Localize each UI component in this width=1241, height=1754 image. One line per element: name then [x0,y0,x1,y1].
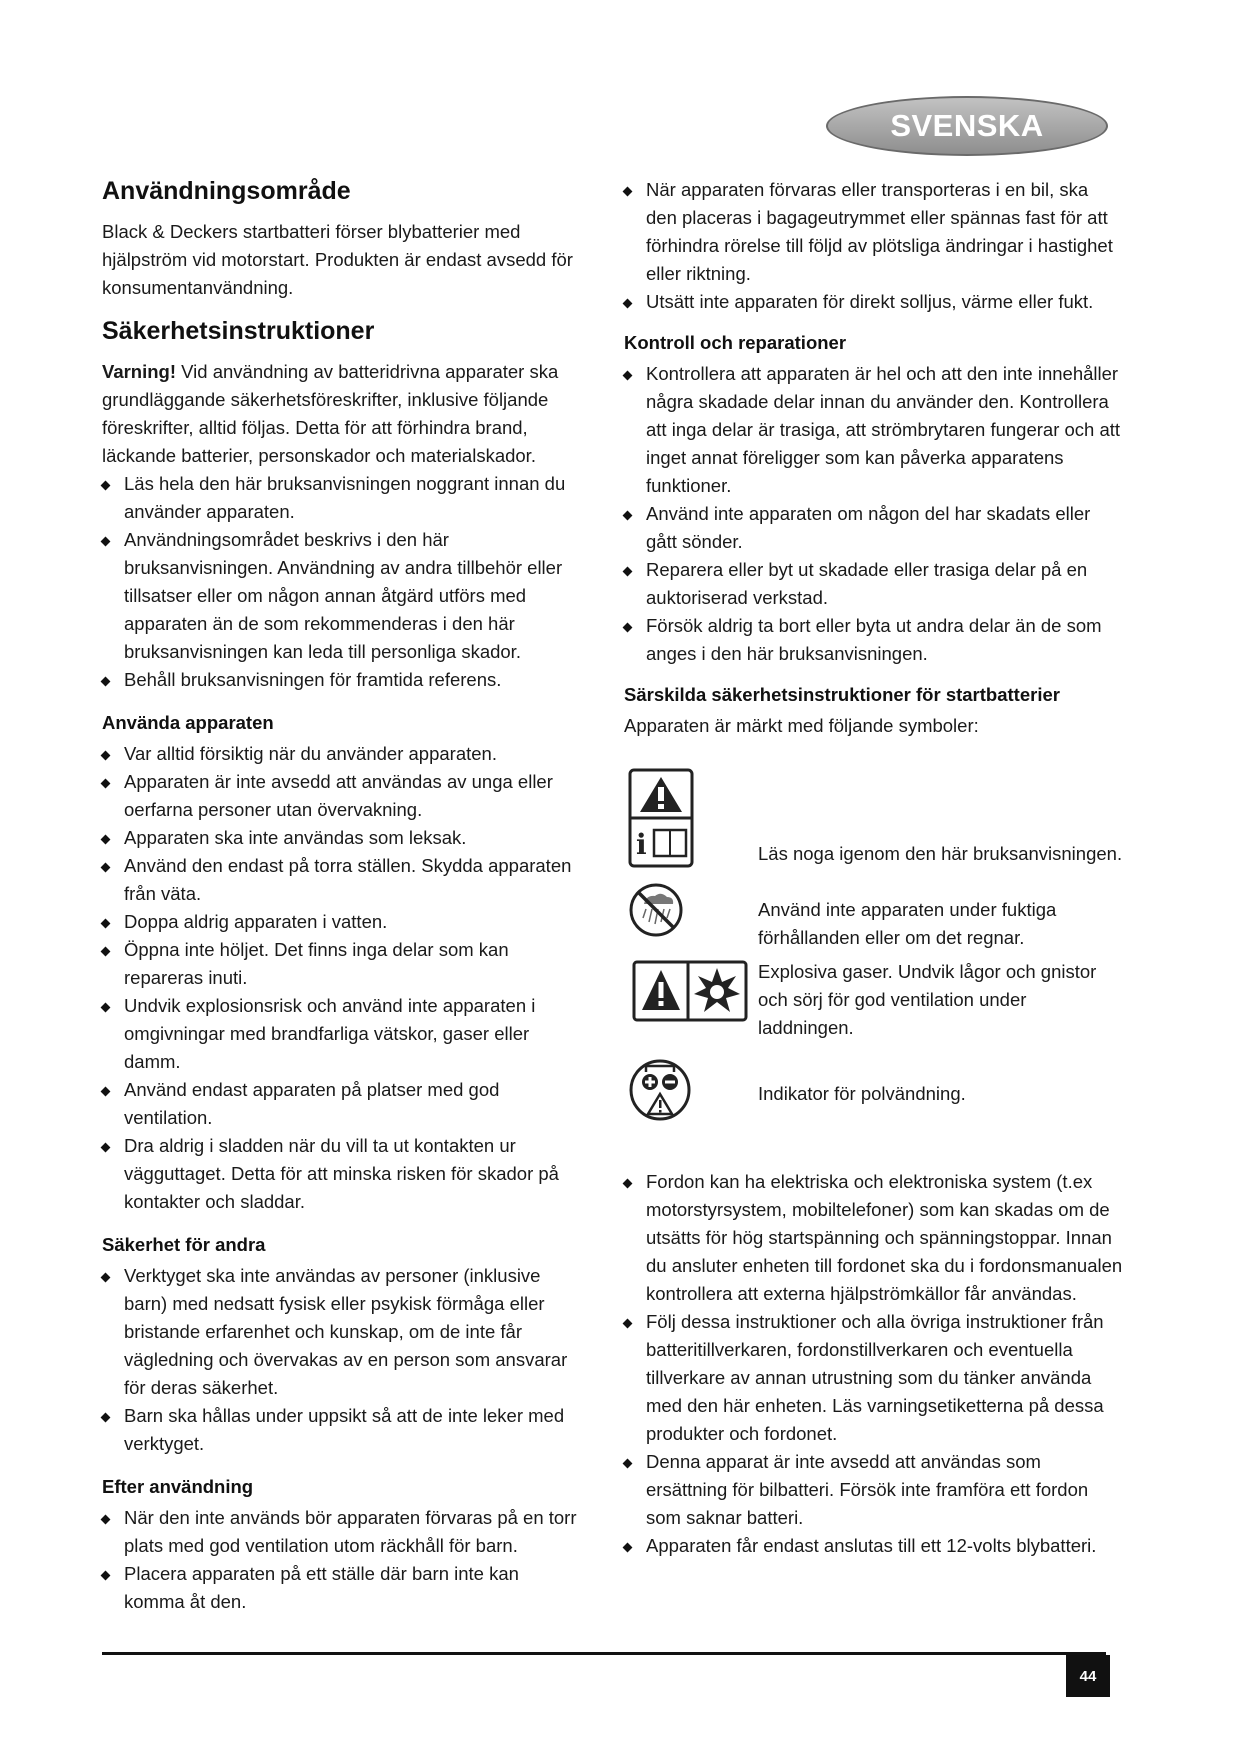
battery-list [624,1168,1124,1560]
bullet-icon [623,1179,633,1189]
list-item: Placera apparaten på ett ställe där barn inte kan komma åt den. [102,1560,582,1616]
bullet-icon [101,919,111,929]
using-list [102,740,582,1216]
safety-list [102,470,582,694]
bullet-icon [623,623,633,633]
bullet-icon [623,299,633,309]
list-item: Reparera eller byt ut skadade eller trasiga delar på en auktoriserad verkstad. [624,556,1124,612]
list-item: Behåll bruksanvisningen för framtida referens. [102,666,582,694]
bullet-icon [101,1571,111,1581]
bullet-icon [623,1459,633,1469]
list-item: Var alltid försiktig när du använder apparaten. [102,740,582,768]
bullet-icon [101,537,111,547]
list-item: När den inte används bör apparaten förvaras på en torr plats med god ventilation utom räckhåll för barn. [102,1504,582,1560]
polarity-indicator-icon [628,1058,692,1122]
others-list [102,1262,582,1458]
symbol-text: Indikator för polvändning. [758,1083,966,1104]
language-tab: SVENSKA [826,96,1108,156]
others-heading: Säkerhet för andra [102,1234,266,1255]
explosive-gas-icon [632,960,748,1022]
bullet-icon [101,481,111,491]
list-item: Apparaten ska inte användas som leksak. [102,824,582,852]
bullet-icon [101,1143,111,1153]
bullet-icon [623,567,633,577]
bullet-icon [101,779,111,789]
list-item: Dra aldrig i sladden när du vill ta ut kontakten ur vägguttaget. Detta för att minska risken för skador på kontakter och sladdar. [102,1132,582,1216]
list-item: När apparaten förvaras eller transporteras i en bil, ska den placeras i bagageutrymmet eller spännas fast för att förhindra rörelse till följd av plötsliga ändringar i hastighet eller riktning. [624,176,1124,288]
list-item: Apparaten är inte avsedd att användas av unga eller oerfarna personer utan övervakning. [102,768,582,824]
list-item: Använd den endast på torra ställen. Skydda apparaten från väta. [102,852,582,908]
list-item: Apparaten får endast anslutas till ett 12-volts blybatteri. [624,1532,1124,1560]
read-manual-icon [628,768,694,868]
bullet-icon [101,1273,111,1283]
list-item: Fordon kan ha elektriska och elektroniska system (t.ex motorstyrsystem, mobiltelefoner) som kan skadas om de utsätts för hög startspänning och spänningstoppar. Innan du ansluter enheten till fordonet ska du i fordonsmanualen kontrollera att externa hjälpströmkällor får användas. [624,1168,1124,1308]
bullet-icon [101,751,111,761]
intended-use-heading: Användningsområde [102,177,351,205]
list-item: Barn ska hållas under uppsikt så att de inte leker med verktyget. [102,1402,582,1458]
list-item: Följ dessa instruktioner och alla övriga instruktioner från batteritillverkaren, fordonstillverkaren och eventuella tillverkare av annan utrustning som du tänker använda med den här enheten. Läs varningsetiketterna på dessa produkter och fordonet. [624,1308,1124,1448]
after-list [102,1504,582,1616]
no-rain-icon [628,882,684,938]
bullet-icon [623,1543,633,1553]
special-intro: Apparaten är märkt med följande symboler: [624,715,979,736]
storage-list [624,176,1124,316]
bullet-icon [623,511,633,521]
symbol-text: Läs noga igenom den här bruksanvisningen. [758,843,1123,864]
bullet-icon [101,1413,111,1423]
after-heading: Efter användning [102,1476,254,1497]
warning-label: Varning! [102,361,177,382]
list-item: Öppna inte höljet. Det finns inga delar som kan repareras inuti. [102,936,582,992]
intended-use-text: Black & Deckers startbatteri förser blybatterier med hjälpström vid motorstart. Produkten är endast avsedd för konsumentanvändning. [102,221,573,298]
bullet-icon [101,863,111,873]
list-item: Användningsområdet beskrivs i den här bruksanvisningen. Användning av andra tillbehör eller tillsatser eller om någon annan åtgärd utförs med apparaten än de som rekommenderas i den här bruksanvisningen kan leda till personliga skador. [102,526,582,666]
page-number: 44 [1066,1655,1110,1697]
control-list [624,360,1124,668]
left-column [102,176,582,1616]
using-heading: Använda apparaten [102,712,274,733]
bullet-icon [101,1515,111,1525]
safety-heading: Säkerhetsinstruktioner [102,317,375,345]
footer-rule [102,1652,1106,1655]
safety-warning [102,358,582,470]
list-item: Försök aldrig ta bort eller byta ut andra delar än de som anges i den här bruksanvisningen. [624,612,1124,668]
list-item: Doppa aldrig apparaten i vatten. [102,908,582,936]
symbol-text: Explosiva gaser. Undvik lågor och gnistor och sörj för god ventilation under laddningen. [758,961,1097,1038]
bullet-icon [101,1003,111,1013]
bullet-icon [101,947,111,957]
bullet-icon [101,677,111,687]
warning-text: Vid användning av batteridrivna apparater ska grundläggande säkerhetsföreskrifter, inklusive följande föreskrifter, alltid följas. Detta för att förhindra brand, läckande batterier, personskador och materialskador. [102,361,559,466]
list-item: Undvik explosionsrisk och använd inte apparaten i omgivningar med brandfarliga vätskor, gaser eller damm. [102,992,582,1076]
bullet-icon [623,371,633,381]
special-heading: Särskilda säkerhetsinstruktioner för startbatterier [624,684,1060,705]
control-heading: Kontroll och reparationer [624,332,847,353]
bullet-icon [101,835,111,845]
list-item: Läs hela den här bruksanvisningen noggrant innan du använder apparaten. [102,470,582,526]
list-item: Verktyget ska inte användas av personer (inklusive barn) med nedsatt fysisk eller psykisk förmåga eller bristande erfarenhet och kunskap, om de inte får vägledning och övervakas av en person som ansvarar för deras säkerhet. [102,1262,582,1402]
list-item: Använd inte apparaten om någon del har skadats eller gått sönder. [624,500,1124,556]
right-column [624,176,1124,1560]
list-item: Använd endast apparaten på platser med god ventilation. [102,1076,582,1132]
bullet-icon [623,187,633,197]
list-item: Utsätt inte apparaten för direkt solljus, värme eller fukt. [624,288,1124,316]
list-item: Kontrollera att apparaten är hel och att den inte innehåller några skadade delar innan du använder den. Kontrollera att inga delar är trasiga, att strömbrytaren fungerar och att inget annat föreligger som kan påverka apparatens funktioner. [624,360,1124,500]
bullet-icon [623,1319,633,1329]
svg-text:i: i [636,828,647,861]
bullet-icon [101,1087,111,1097]
list-item: Denna apparat är inte avsedd att användas som ersättning för bilbatteri. Försök inte framföra ett fordon som saknar batteri. [624,1448,1124,1532]
symbol-text: Använd inte apparaten under fuktiga förhållanden eller om det regnar. [758,899,1057,948]
symbol-table [624,762,1124,1162]
